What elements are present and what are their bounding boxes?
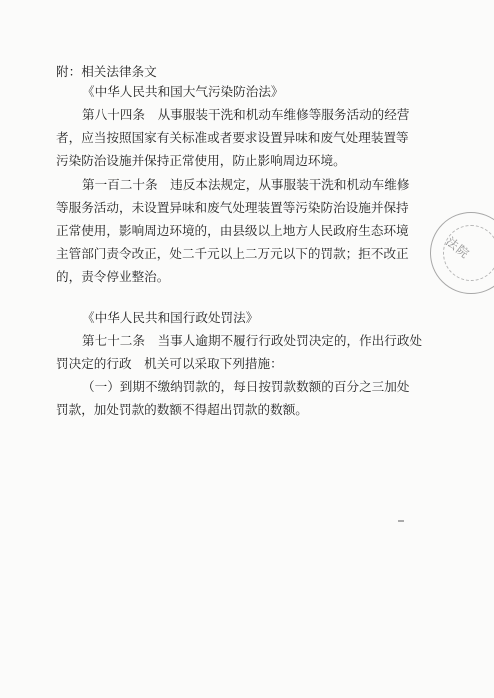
article-120-line-3: 正常使用，影响周边环境的，由县级以上地方人民政府生态环境 bbox=[56, 223, 409, 238]
item-1-line-2: 罚款，加处罚款的数额不得超出罚款的数额。 bbox=[56, 402, 308, 417]
article-120-line-1: 第一百二十条 违反本法规定，从事服装干洗和机动车维修 bbox=[82, 177, 410, 192]
law-title-air-pollution: 《中华人民共和国大气污染防治法》 bbox=[82, 84, 284, 99]
article-72-line-2: 罚决定的行政 机关可以采取下列措施： bbox=[56, 356, 283, 371]
article-72-line-1: 第七十二条 当事人逾期不履行行政处罚决定的，作出行政处 bbox=[82, 333, 423, 348]
attachment-heading: 附：相关法律条文 bbox=[56, 64, 157, 79]
article-120-line-5: 的，责令停业整治。 bbox=[56, 269, 170, 284]
item-1-line-1: （一）到期不缴纳罚款的，每日按罚款数额的百分之三加处 bbox=[82, 379, 410, 394]
scan-speck bbox=[398, 520, 404, 522]
article-84-line-1: 第八十四条 从事服装干洗和机动车维修等服务活动的经营 bbox=[82, 107, 410, 122]
article-120-line-2: 等服务活动，未设置异味和废气处理装置等污染防治设施并保持 bbox=[56, 200, 409, 215]
article-84-line-2: 者，应当按照国家有关标准或者要求设置异味和废气处理装置等 bbox=[56, 130, 409, 145]
article-84-line-3: 污染防治设施并保持正常使用，防止影响周边环境。 bbox=[56, 153, 346, 168]
article-120-line-4: 主管部门责令改正，处二千元以上二万元以下的罚款；拒不改正 bbox=[56, 246, 409, 261]
law-title-administrative-penalty: 《中华人民共和国行政处罚法》 bbox=[82, 310, 259, 325]
seal-text: 法院 bbox=[443, 234, 473, 262]
court-seal-stamp bbox=[430, 212, 494, 294]
